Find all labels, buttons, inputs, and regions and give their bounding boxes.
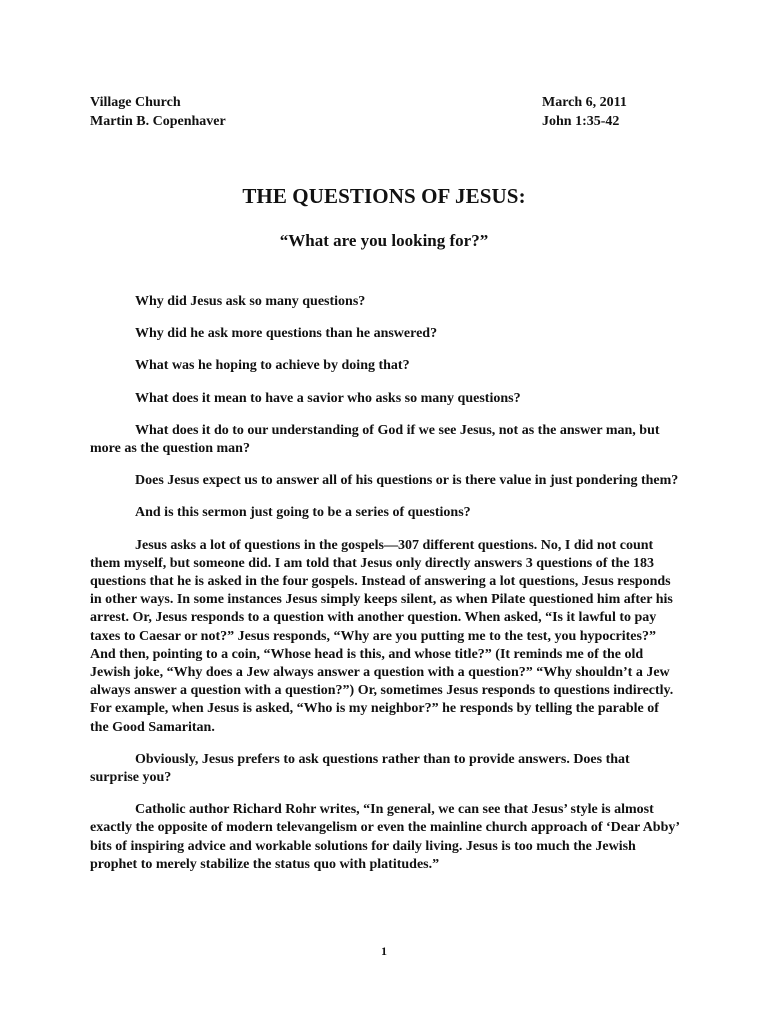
sermon-date: March 6, 2011 <box>542 95 627 110</box>
paragraph: Jesus asks a lot of questions in the gospels—307 different questions. No, I did not count them myself, but someone did. I am told that Jesus only directly answers 3 questions of the 183 questions that he is asked in the four gospels. Instead of answering a lot questions, Jesus responds in other ways. In some instances Jesus simply keeps silent, as when Pilate questioned him after his arrest. Or, Jesus responds to a question with another question. When asked, “Is it lawful to pay taxes to Caesar or not?” Jesus responds, “Why are you putting me to the test, you hypocrites?” And then, pointing to a coin, “Whose head is this, and whose title?” (It reminds me of the old Jewish joke, “Why does a Jew always answer a question with a question?” “Why shouldn’t a Jew always answer a question with a question?”) Or, sometimes Jesus responds to questions indirectly. For example, when Jesus is asked, “Who is my neighbor?” he responds by telling the parable of the Good Samaritan. <box>90 537 674 735</box>
sermon-subtitle: “What are you looking for?” <box>279 231 489 250</box>
paragraph: What does it do to our understanding of God if we see Jesus, not as the answer man, but more as the question man? <box>90 422 660 457</box>
paragraph: Obviously, Jesus prefers to ask questions rather than to provide answers. Does that surprise you? <box>90 751 630 786</box>
page-number: 1 <box>381 944 387 958</box>
paragraph: Why did Jesus ask so many questions? <box>135 294 366 309</box>
paragraph: What was he hoping to achieve by doing that? <box>135 358 410 374</box>
paragraph: What does it mean to have a savior who asks so many questions? <box>135 390 521 406</box>
paragraph: Catholic author Richard Rohr writes, “In general, we can see that Jesus’ style is almost exactly the opposite of modern televangelism or even the mainline church approach of ‘Dear Abby’ bits of inspiring advice and workable solutions for daily living. Jesus is too much the Jewish prophet to merely stabilize the status quo with platitudes.” <box>90 802 679 872</box>
paragraph: And is this sermon just going to be a series of questions? <box>135 505 471 521</box>
sermon-body <box>90 293 680 888</box>
paragraph: Does Jesus expect us to answer all of his questions or is there value in just pondering them? <box>135 473 679 489</box>
paragraph: Why did he ask more questions than he answered? <box>135 326 438 342</box>
scripture-reference: John 1:35-42 <box>542 114 620 129</box>
header-left <box>90 93 226 131</box>
author-name: Martin B. Copenhaver <box>90 114 226 129</box>
church-name: Village Church <box>90 95 181 110</box>
header-right <box>542 93 627 131</box>
sermon-title: THE QUESTIONS OF JESUS: <box>242 184 526 208</box>
